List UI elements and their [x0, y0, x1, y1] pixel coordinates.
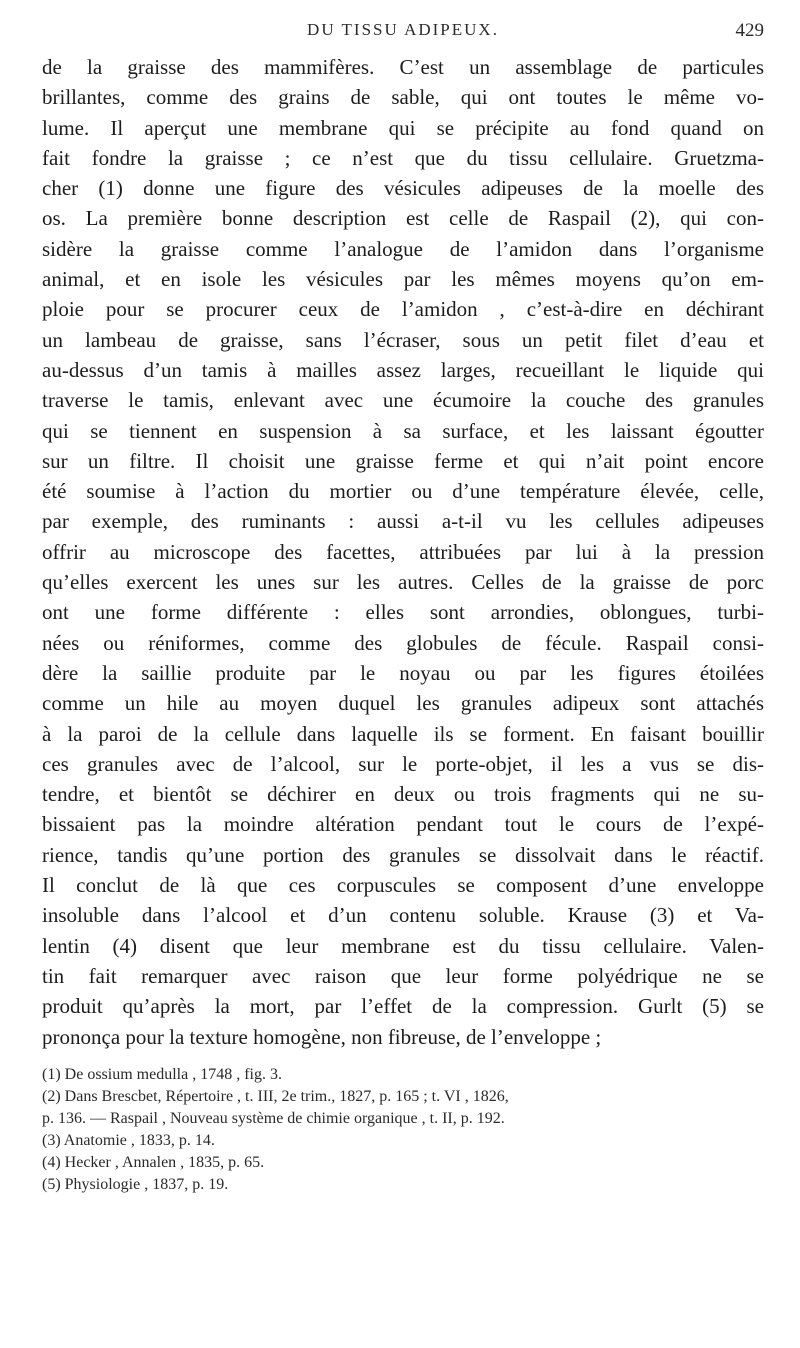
footnote: (3) Anatomie , 1833, p. 14. [42, 1131, 215, 1149]
running-title: DU TISSU ADIPEUX. [307, 20, 499, 39]
footnote: p. 136. — Raspail , Nouveau système de chimie organique , t. II, p. 192. [42, 1109, 505, 1127]
text-line: par exemple, des ruminants : aussi a-t-il vu les cellules adipeuses [42, 509, 764, 534]
text-line: qu’elles exercent les unes sur les autres. Celles de la graisse de porc [42, 570, 764, 595]
footnote: (4) Hecker , Annalen , 1835, p. 65. [42, 1153, 265, 1171]
text-line: os. La première bonne description est celle de Raspail (2), qui con- [42, 206, 764, 231]
text-line: insoluble dans l’alcool et d’un contenu soluble. Krause (3) et Va- [42, 903, 764, 928]
text-line: cher (1) donne une figure des vésicules adipeuses de la moelle des [42, 176, 764, 201]
text-line: lentin (4) disent que leur membrane est du tissu cellulaire. Valen- [42, 933, 764, 958]
text-line: lume. Il aperçut une membrane qui se précipite au fond quand on [42, 115, 764, 140]
text-line: animal, et en isole les vésicules par les mêmes moyens qu’on em- [42, 267, 764, 292]
text-line: rience, tandis qu’une portion des granules se dissolvait dans le réactif. [42, 842, 764, 867]
text-line: de la graisse des mammifères. C’est un assemblage de particules [42, 55, 764, 79]
running-head [42, 18, 764, 44]
text-line: à la paroi de la cellule dans laquelle ils se forment. En faisant bouillir [42, 721, 764, 746]
footnote: (1) De ossium medulla , 1748 , fig. 3. [42, 1065, 282, 1083]
text-line: ploie pour se procurer ceux de l’amidon , c’est-à-dire en déchirant [42, 297, 764, 322]
text-line: tendre, et bientôt se déchirer en deux ou trois fragments qui ne su- [42, 782, 764, 807]
text-line: sur un filtre. Il choisit une graisse ferme et qui n’ait point encore [42, 448, 764, 473]
text-line: qui se tiennent en suspension à sa surface, et les laissant égoutter [42, 418, 764, 443]
text-line: sidère la graisse comme l’analogue de l’amidon dans l’organisme [42, 236, 764, 261]
text-line: ont une forme différente : elles sont arrondies, oblongues, turbi- [42, 600, 764, 625]
text-line: ces granules avec de l’alcool, sur le porte-objet, il les a vus se dis- [42, 751, 764, 776]
text-line: brillantes, comme des grains de sable, qui ont toutes le même vo- [42, 85, 764, 110]
text-line: Il conclut de là que ces corpuscules se composent d’une enveloppe [42, 873, 764, 898]
text-line: fait fondre la graisse ; ce n’est que du tissu cellulaire. Gruetzma- [42, 145, 764, 170]
text-line: comme un hile au moyen duquel les granules adipeux sont attachés [42, 691, 764, 716]
text-line: produit qu’après la mort, par l’effet de la compression. Gurlt (5) se [42, 994, 764, 1019]
text-line: prononça pour la texture homogène, non fibreuse, de l’enveloppe ; [42, 1024, 602, 1049]
text-line: un lambeau de graisse, sans l’écraser, sous un petit filet d’eau et [42, 327, 764, 352]
text-line: offrir au microscope des facettes, attribuées par lui à la pression [42, 539, 764, 564]
text-line: bissaient pas la moindre altération pendant tout le cours de l’expé- [42, 812, 764, 837]
footnotes [42, 1064, 764, 1196]
text-line: traverse le tamis, enlevant avec une écumoire la couche des granules [42, 388, 764, 413]
footnote: (2) Dans Brescbet, Répertoire , t. III, 2e trim., 1827, p. 165 ; t. VI , 1826, [42, 1087, 509, 1105]
text-line: tin fait remarquer avec raison que leur forme polyédrique ne se [42, 963, 764, 988]
text-line: dère la saillie produite par le noyau ou par les figures étoilées [42, 660, 764, 685]
body-text [42, 52, 764, 1052]
footnote: (5) Physiologie , 1837, p. 19. [42, 1175, 229, 1193]
text-line: nées ou réniformes, comme des globules de fécule. Raspail consi- [42, 630, 764, 655]
text-line: été soumise à l’action du mortier ou d’une température élevée, celle, [42, 479, 764, 504]
page-number: 429 [735, 20, 764, 41]
text-line: au-dessus d’un tamis à mailles assez larges, recueillant le liquide qui [42, 357, 764, 382]
